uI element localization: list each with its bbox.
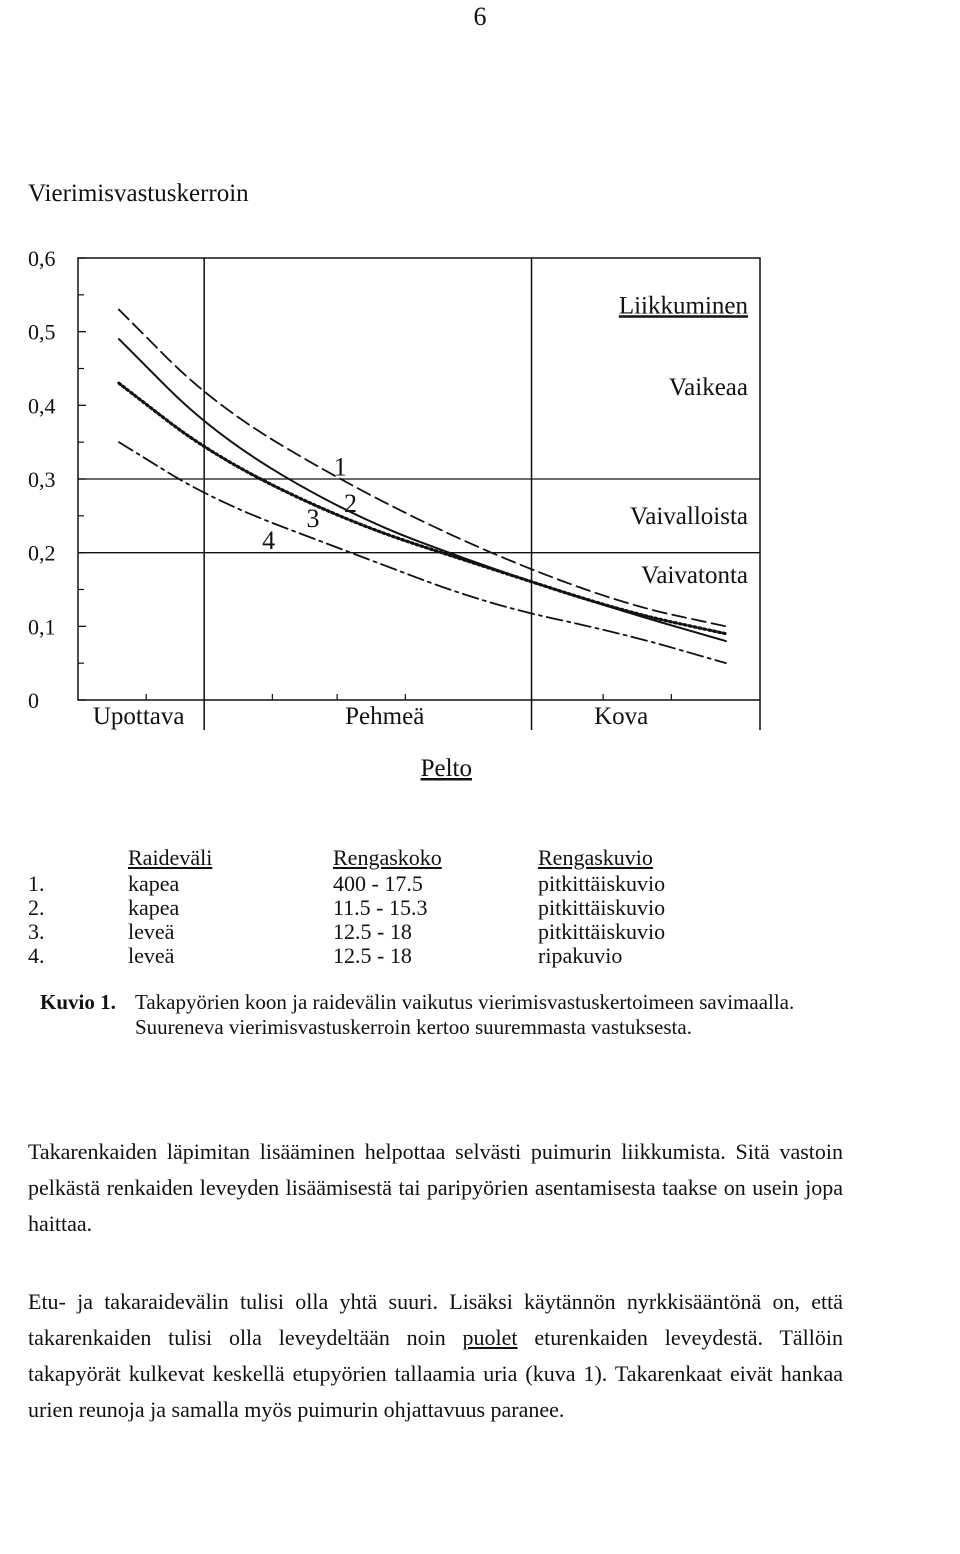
y-tick-label: 0,3 bbox=[28, 467, 56, 492]
soil-zone-label: Pehmeä bbox=[345, 703, 425, 730]
paragraph-2-underlined: puolet bbox=[462, 1325, 518, 1350]
table-header-raidevali: Raideväli bbox=[128, 845, 213, 870]
series-2-label: 2 bbox=[343, 489, 357, 519]
table-cell-rengaskoko: 400 - 17.5 bbox=[333, 871, 423, 896]
table-row-num: 3. bbox=[28, 919, 45, 944]
movement-level-label: Vaivalloista bbox=[629, 502, 748, 530]
tire-table bbox=[28, 846, 748, 976]
table-header-rengaskuvio: Rengaskuvio bbox=[538, 845, 653, 870]
soil-zone-label: Upottava bbox=[92, 703, 185, 730]
caption-label: Kuvio 1. bbox=[40, 990, 116, 1014]
paragraph-2 bbox=[28, 1284, 843, 1428]
page-number: 6 bbox=[473, 2, 487, 31]
paragraph-2-text-b: eturenkaiden leveydestä. Tällöin takapyörät kulkevat keskellä etupyörien tallaamia uria (kuva 1). Takarenkaat eivät hankaa urien reunoja ja samalla myös puimurin ohjattavuus paranee. bbox=[28, 1325, 843, 1422]
table-cell-rengaskuvio: pitkittäiskuvio bbox=[538, 871, 666, 896]
y-tick-label: 0 bbox=[28, 688, 39, 713]
movement-level-label: Vaivatonta bbox=[641, 561, 748, 589]
table-cell-rengaskuvio: ripakuvio bbox=[538, 943, 623, 968]
table-cell-rengaskoko: 12.5 - 18 bbox=[333, 919, 412, 944]
table-cell-rengaskoko: 11.5 - 15.3 bbox=[333, 895, 428, 920]
table-header-rengaskoko: Rengaskoko bbox=[333, 845, 442, 870]
paragraph-1: Takarenkaiden läpimitan lisääminen helpottaa selvästi puimurin liikkumista. Sitä vastoin pelkästä renkaiden leveyden lisäämisestä tai paripyörien asentamisesta taakse on usein jopa haittaa. bbox=[28, 1139, 843, 1236]
table-cell-raidevali: kapea bbox=[128, 871, 180, 896]
y-tick-label: 0,6 bbox=[28, 246, 56, 271]
table-row-num: 4. bbox=[28, 943, 45, 968]
table-cell-raidevali: kapea bbox=[128, 895, 180, 920]
table-cell-rengaskoko: 12.5 - 18 bbox=[333, 943, 412, 968]
y-tick-label: 0,5 bbox=[28, 319, 56, 345]
series-3-label: 3 bbox=[306, 503, 320, 533]
liikkuminen-header: Liikkuminen bbox=[618, 292, 748, 320]
table-cell-rengaskuvio: pitkittäiskuvio bbox=[538, 919, 666, 944]
caption-text: Takapyörien koon ja raidevälin vaikutus vierimisvastuskertoimeen savimaalla. Suureneva vierimisvastuskerroin kertoo suuremmasta vastuksesta. bbox=[135, 990, 795, 1039]
x-axis-title: Pelto bbox=[420, 755, 472, 782]
table-cell-raidevali: leveä bbox=[128, 919, 175, 944]
y-axis-title: Vierimisvastuskerroin bbox=[28, 180, 249, 207]
table-cell-raidevali: leveä bbox=[128, 943, 175, 968]
figure-caption bbox=[40, 990, 870, 1039]
table-row-num: 2. bbox=[28, 895, 45, 920]
paragraph-2-text-a: Etu- ja takaraidevälin tulisi olla yhtä suuri. Lisäksi käytännön nyrkkisääntönä on, että takarenkaiden tulisi olla leveydeltään noin bbox=[28, 1289, 843, 1350]
series-1-label: 1 bbox=[333, 452, 347, 482]
soil-zone-label: Kova bbox=[594, 703, 649, 730]
y-tick-label: 0,2 bbox=[28, 540, 56, 566]
series-3-curve bbox=[119, 339, 726, 641]
y-tick-label: 0,1 bbox=[28, 614, 56, 640]
table-row-num: 1. bbox=[28, 871, 45, 896]
series-4-label: 4 bbox=[262, 525, 276, 555]
y-tick-label: 0,4 bbox=[28, 393, 56, 419]
rolling-resistance-chart bbox=[0, 230, 960, 790]
movement-level-label: Vaikeaa bbox=[668, 373, 748, 401]
table-cell-rengaskuvio: pitkittäiskuvio bbox=[538, 895, 666, 920]
